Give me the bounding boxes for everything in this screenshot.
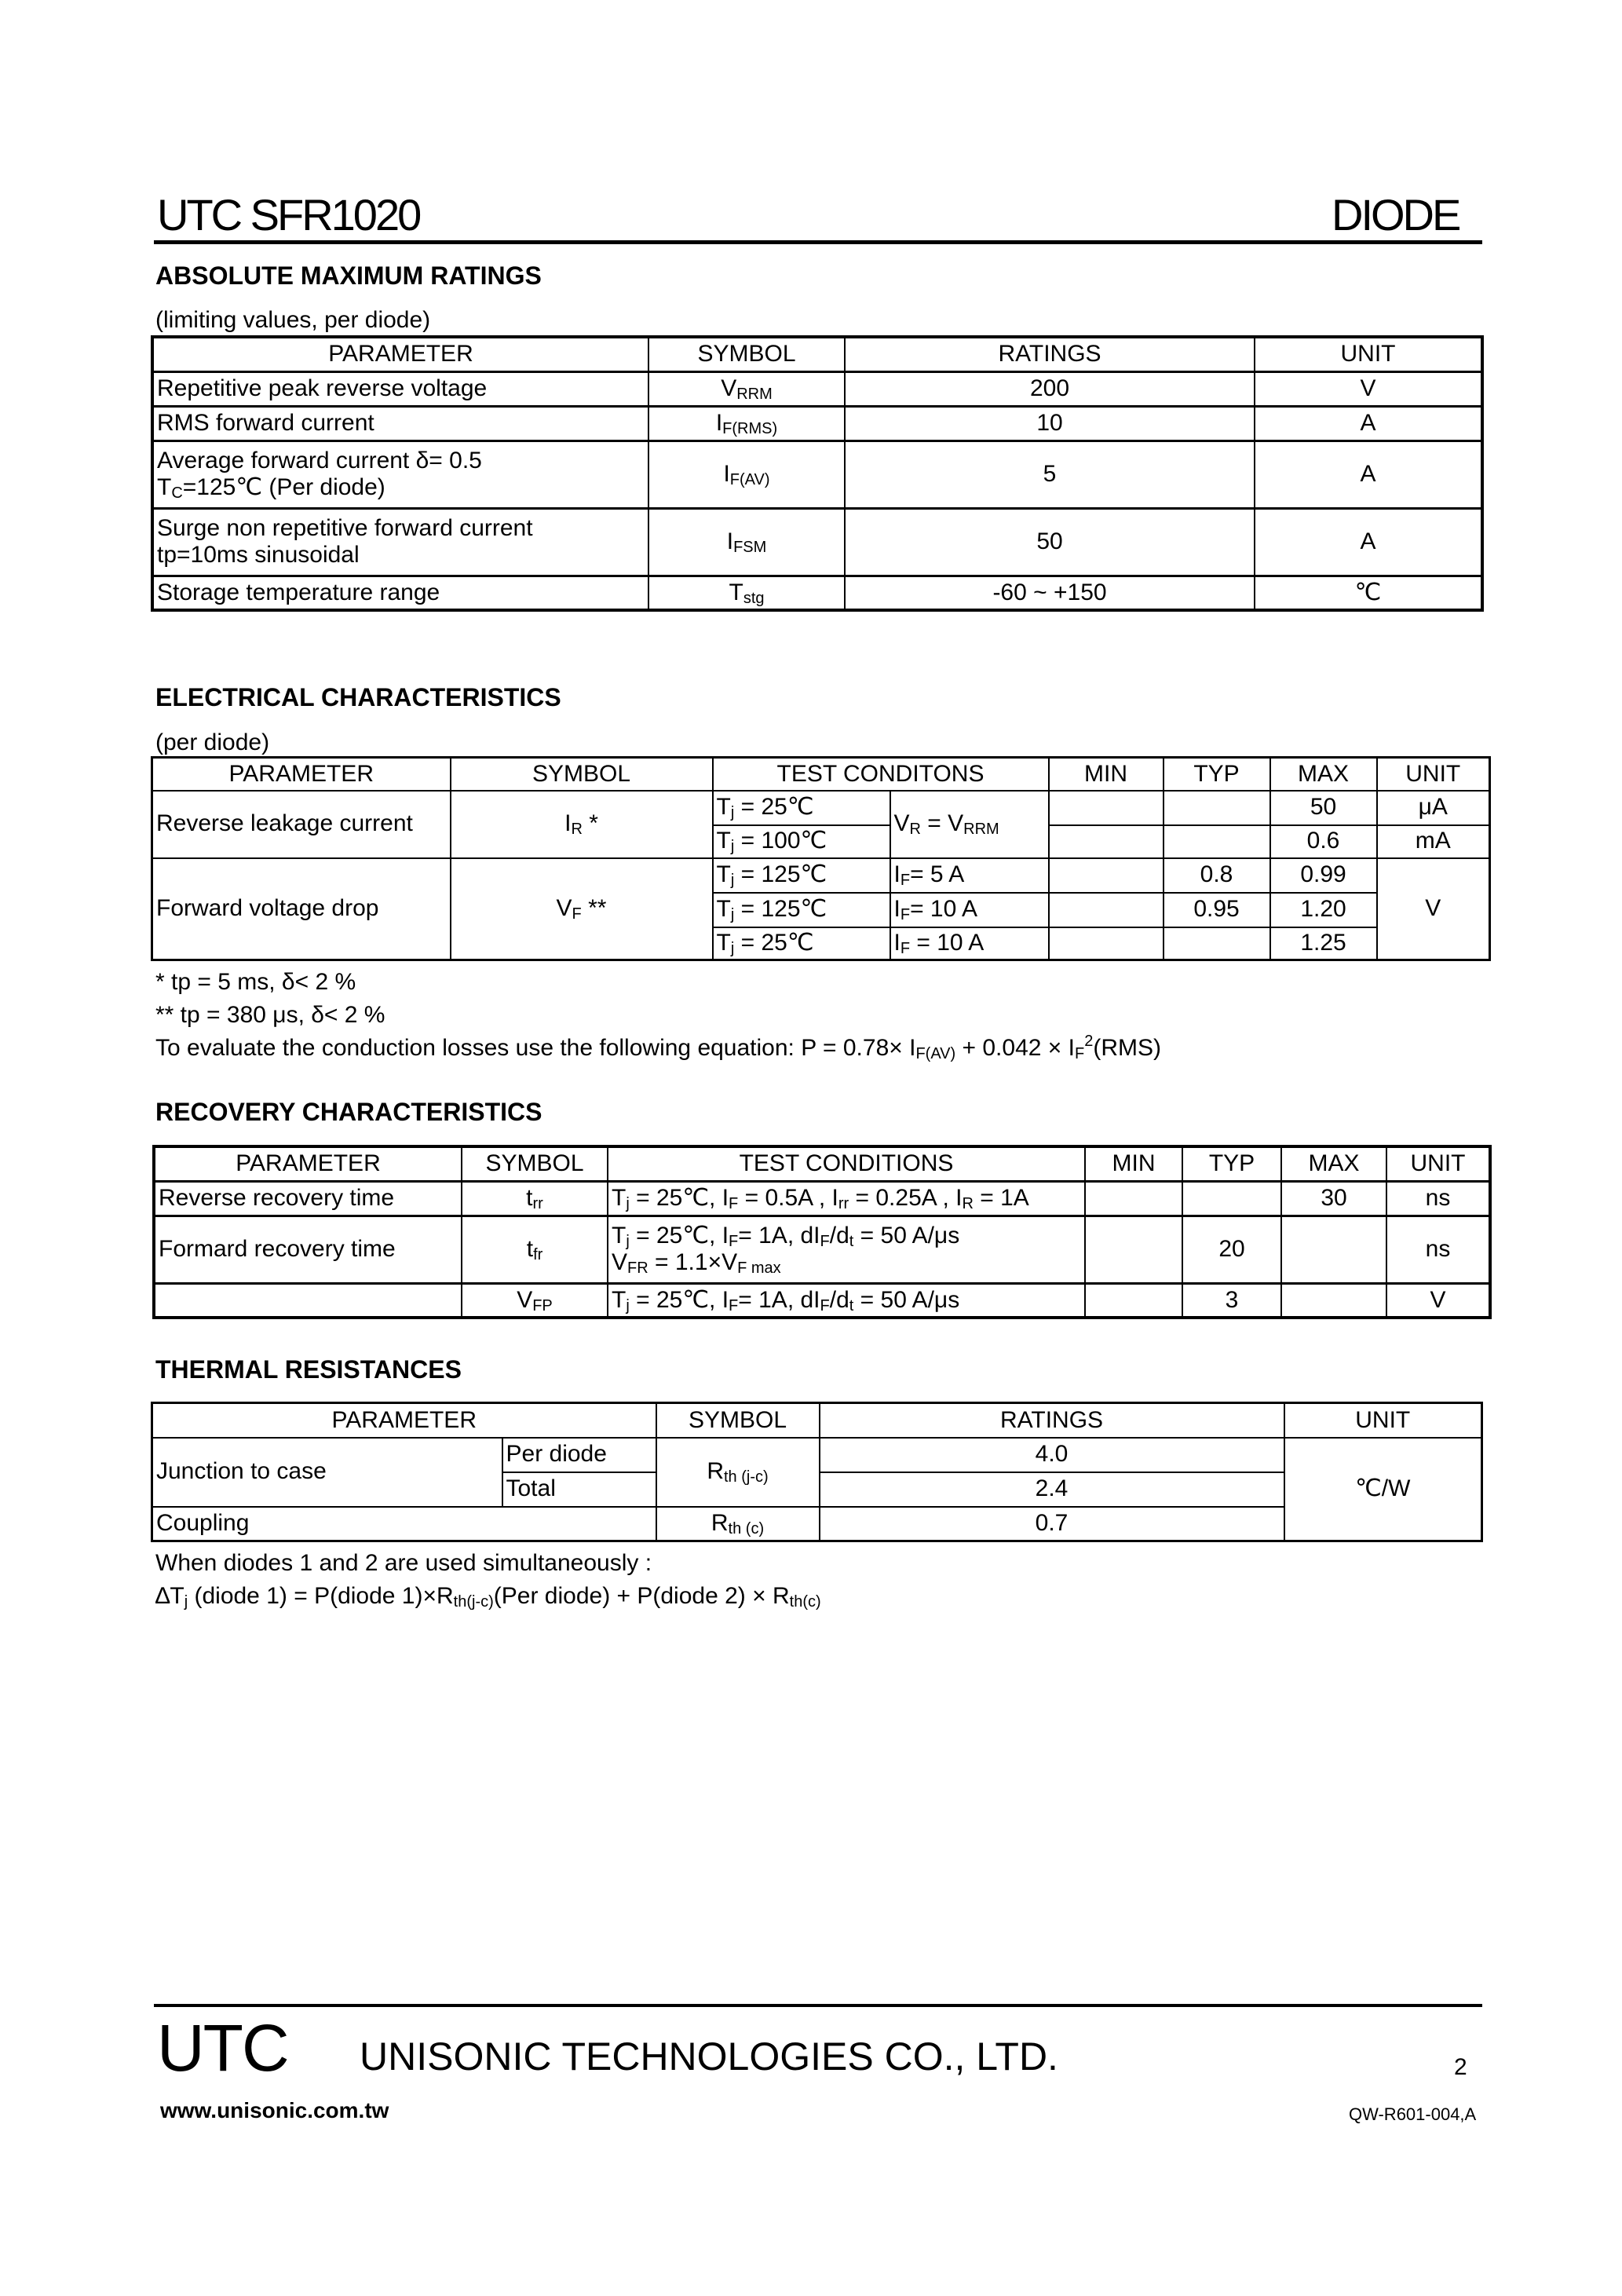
col-header: PARAMETER bbox=[152, 1403, 656, 1438]
max-cell: 1.25 bbox=[1270, 927, 1377, 960]
value-cell: -60 ~ +150 bbox=[845, 576, 1255, 610]
table-row bbox=[154, 1216, 1490, 1283]
typ-cell bbox=[1182, 1181, 1281, 1216]
section-title-recovery: RECOVERY CHARACTERISTICS bbox=[155, 1098, 542, 1126]
sub-param-cell: Total bbox=[502, 1472, 656, 1507]
thermal-note-2: $\Delta T_j$ (diode 1) = P(diode $1)\times R_{th(j-c)}(Per$ diode) + P(diode $2) \times R_{th(c)}$ bbox=[155, 1583, 821, 1610]
unit-cell: mA bbox=[1377, 825, 1490, 858]
conduction-loss-equation: To evaluate the conduction losses use the following equation: $P = 0.78\times I_{F(AV)} + 0.042 \times I_F^2(RMS)$ bbox=[155, 1033, 1161, 1062]
col-header: MIN bbox=[1049, 758, 1164, 791]
unit-cell: V bbox=[1255, 371, 1482, 406]
max-cell: 1.20 bbox=[1270, 893, 1377, 927]
col-header: PARAMETER bbox=[152, 758, 451, 791]
col-header: SYMBOL bbox=[462, 1146, 608, 1181]
unit-cell: ℃ bbox=[1255, 576, 1482, 610]
col-header: MAX bbox=[1270, 758, 1377, 791]
col-header: RATINGS bbox=[845, 337, 1255, 371]
section-title-thermal: THERMAL RESISTANCES bbox=[155, 1355, 462, 1384]
thermal-note-1: When diodes 1 and 2 are used simultaneously : bbox=[155, 1550, 652, 1576]
param-cell: Average forward current δ= 0.5 $T_C=125℃$ (Per diode) bbox=[152, 441, 648, 508]
unit-cell: A bbox=[1255, 508, 1482, 576]
table-row bbox=[152, 791, 1490, 825]
col-header: UNIT bbox=[1255, 337, 1482, 371]
symbol-cell: $R_{th (c)}$ bbox=[656, 1507, 820, 1541]
symbol-cell: $V_{RRM}$ bbox=[648, 371, 845, 406]
min-cell bbox=[1049, 791, 1164, 825]
footer-company: UNISONIC TECHNOLOGIES CO., LTD. bbox=[360, 2035, 1058, 2078]
param-cell: RMS forward current bbox=[152, 406, 648, 441]
unit-cell: V bbox=[1377, 858, 1490, 960]
header-model: UTC SFR1020 bbox=[157, 190, 420, 239]
typ-cell: 3 bbox=[1182, 1283, 1281, 1318]
col-header: TYP bbox=[1164, 758, 1270, 791]
value-cell: 2.4 bbox=[820, 1472, 1284, 1507]
max-cell bbox=[1281, 1283, 1386, 1318]
abs-max-note: (limiting values, per diode) bbox=[155, 307, 431, 333]
param-cell: Repetitive peak reverse voltage bbox=[152, 371, 648, 406]
value-cell: 200 bbox=[845, 371, 1255, 406]
footer-rule bbox=[154, 2004, 1482, 2007]
typ-cell: 0.95 bbox=[1164, 893, 1270, 927]
footer-doc-code: QW-R601-004,A bbox=[1349, 2104, 1477, 2124]
symbol-cell: $I_R$ * bbox=[451, 791, 713, 858]
col-header: PARAMETER bbox=[152, 337, 648, 371]
min-cell bbox=[1049, 893, 1164, 927]
value-cell: 5 bbox=[845, 441, 1255, 508]
typ-cell: 20 bbox=[1182, 1216, 1281, 1283]
symbol-cell: $R_{th (j-c)}$ bbox=[656, 1438, 820, 1507]
condition-cell: $T_j$ = 25℃ bbox=[713, 791, 890, 825]
col-header: TEST CONDITIONS bbox=[608, 1146, 1085, 1181]
footer-logo: UTC bbox=[157, 2011, 288, 2085]
col-header: TYP bbox=[1182, 1146, 1281, 1181]
electrical-note: (per diode) bbox=[155, 729, 270, 755]
typ-cell bbox=[1164, 927, 1270, 960]
abs-max-table bbox=[151, 335, 1484, 612]
value-cell: 0.7 bbox=[820, 1507, 1284, 1541]
max-cell: 0.6 bbox=[1270, 825, 1377, 858]
col-header: MIN bbox=[1085, 1146, 1182, 1181]
symbol-cell: $I_{F(RMS)}$ bbox=[648, 406, 845, 441]
col-header: TEST CONDITONS bbox=[713, 758, 1049, 791]
col-header: PARAMETER bbox=[154, 1146, 462, 1181]
table-row bbox=[154, 1181, 1490, 1216]
symbol-cell: $t_{fr}$ bbox=[462, 1216, 608, 1283]
table-row bbox=[154, 1283, 1490, 1318]
sub-param-cell: Per diode bbox=[502, 1438, 656, 1472]
condition-cell: $I_F= 5$ A bbox=[890, 858, 1049, 893]
condition-cell: $T_j$ = 25℃ bbox=[713, 927, 890, 960]
value-cell: 4.0 bbox=[820, 1438, 1284, 1472]
min-cell bbox=[1049, 927, 1164, 960]
min-cell bbox=[1049, 825, 1164, 858]
param-cell: Forward voltage drop bbox=[152, 858, 451, 960]
condition-cell: $T_j$ = 25℃, $I_F= 1A$, $dI_F/d_t = 50$ A/μs bbox=[608, 1283, 1085, 1318]
table-row bbox=[152, 1438, 1482, 1472]
unit-cell: ns bbox=[1386, 1181, 1490, 1216]
condition-cell: $T_j$ = 100℃ bbox=[713, 825, 890, 858]
min-cell bbox=[1085, 1181, 1182, 1216]
param-cell: Surge non repetitive forward current tp=10ms sinusoidal bbox=[152, 508, 648, 576]
symbol-cell: $T_{stg}$ bbox=[648, 576, 845, 610]
param-cell: Junction to case bbox=[152, 1438, 502, 1507]
section-title-absolute-max: ABSOLUTE MAXIMUM RATINGS bbox=[155, 261, 542, 290]
footnote-1: * tp = 5 ms, δ< 2 % bbox=[155, 969, 356, 995]
symbol-cell: $I_{FSM}$ bbox=[648, 508, 845, 576]
symbol-cell: $t_{rr}$ bbox=[462, 1181, 608, 1216]
footnote-2: ** tp = 380 μs, δ< 2 % bbox=[155, 1002, 385, 1028]
condition-cell: $I_F = 10$ A bbox=[890, 927, 1049, 960]
max-cell bbox=[1281, 1216, 1386, 1283]
max-cell: 50 bbox=[1270, 791, 1377, 825]
condition-cell: $I_F= 10$ A bbox=[890, 893, 1049, 927]
param-cell: Storage temperature range bbox=[152, 576, 648, 610]
param-cell: Coupling bbox=[152, 1507, 656, 1541]
typ-cell bbox=[1164, 825, 1270, 858]
header-type: DIODE bbox=[1332, 190, 1459, 239]
table-row bbox=[152, 441, 1482, 508]
thermal-table bbox=[151, 1402, 1483, 1542]
unit-cell: A bbox=[1255, 406, 1482, 441]
section-title-electrical: ELECTRICAL CHARACTERISTICS bbox=[155, 683, 561, 711]
min-cell bbox=[1049, 858, 1164, 893]
param-cell bbox=[154, 1283, 462, 1318]
table-row bbox=[152, 406, 1482, 441]
max-cell: 30 bbox=[1281, 1181, 1386, 1216]
col-header: SYMBOL bbox=[648, 337, 845, 371]
symbol-cell: $V_F$ ** bbox=[451, 858, 713, 960]
col-header: RATINGS bbox=[820, 1403, 1284, 1438]
param-cell: Formard recovery time bbox=[154, 1216, 462, 1283]
symbol-cell: $I_{F(AV)}$ bbox=[648, 441, 845, 508]
condition-cell: $T_j$ = 125℃ bbox=[713, 893, 890, 927]
electrical-table bbox=[151, 756, 1491, 961]
footer-website[interactable]: www.unisonic.com.tw bbox=[160, 2098, 389, 2122]
recovery-table bbox=[152, 1145, 1492, 1319]
header-rule bbox=[154, 240, 1482, 244]
min-cell bbox=[1085, 1216, 1182, 1283]
symbol-cell: $V_{FP}$ bbox=[462, 1283, 608, 1318]
typ-cell bbox=[1164, 791, 1270, 825]
min-cell bbox=[1085, 1283, 1182, 1318]
param-cell: Reverse recovery time bbox=[154, 1181, 462, 1216]
condition-cell: $V_R = V_{RRM}$ bbox=[890, 791, 1049, 858]
table-row bbox=[152, 576, 1482, 610]
page-number: 2 bbox=[1454, 2054, 1467, 2080]
value-cell: 50 bbox=[845, 508, 1255, 576]
col-header: UNIT bbox=[1377, 758, 1490, 791]
condition-cell: $T_j$ = 25℃, $I_F = 0.5A$ , $I_{rr} = 0.25A$ , $I_R = 1A$ bbox=[608, 1181, 1085, 1216]
table-row bbox=[152, 371, 1482, 406]
table-row bbox=[152, 858, 1490, 893]
unit-cell: ns bbox=[1386, 1216, 1490, 1283]
col-header: SYMBOL bbox=[451, 758, 713, 791]
col-header: MAX bbox=[1281, 1146, 1386, 1181]
col-header: SYMBOL bbox=[656, 1403, 820, 1438]
unit-cell: V bbox=[1386, 1283, 1490, 1318]
condition-cell: $T_j$ = 25℃, $I_F= 1A$, $dI_F/d_t = 50$ A/μs $V_{FR} = 1.1\times V_{F max}$ bbox=[608, 1216, 1085, 1283]
typ-cell: 0.8 bbox=[1164, 858, 1270, 893]
unit-cell: A bbox=[1255, 441, 1482, 508]
col-header: UNIT bbox=[1386, 1146, 1490, 1181]
table-row bbox=[152, 508, 1482, 576]
param-cell: Reverse leakage current bbox=[152, 791, 451, 858]
unit-cell: ℃/W bbox=[1284, 1438, 1482, 1541]
max-cell: 0.99 bbox=[1270, 858, 1377, 893]
value-cell: 10 bbox=[845, 406, 1255, 441]
unit-cell: μA bbox=[1377, 791, 1490, 825]
col-header: UNIT bbox=[1284, 1403, 1482, 1438]
table-row bbox=[152, 1507, 1482, 1541]
condition-cell: $T_j$ = 125℃ bbox=[713, 858, 890, 893]
